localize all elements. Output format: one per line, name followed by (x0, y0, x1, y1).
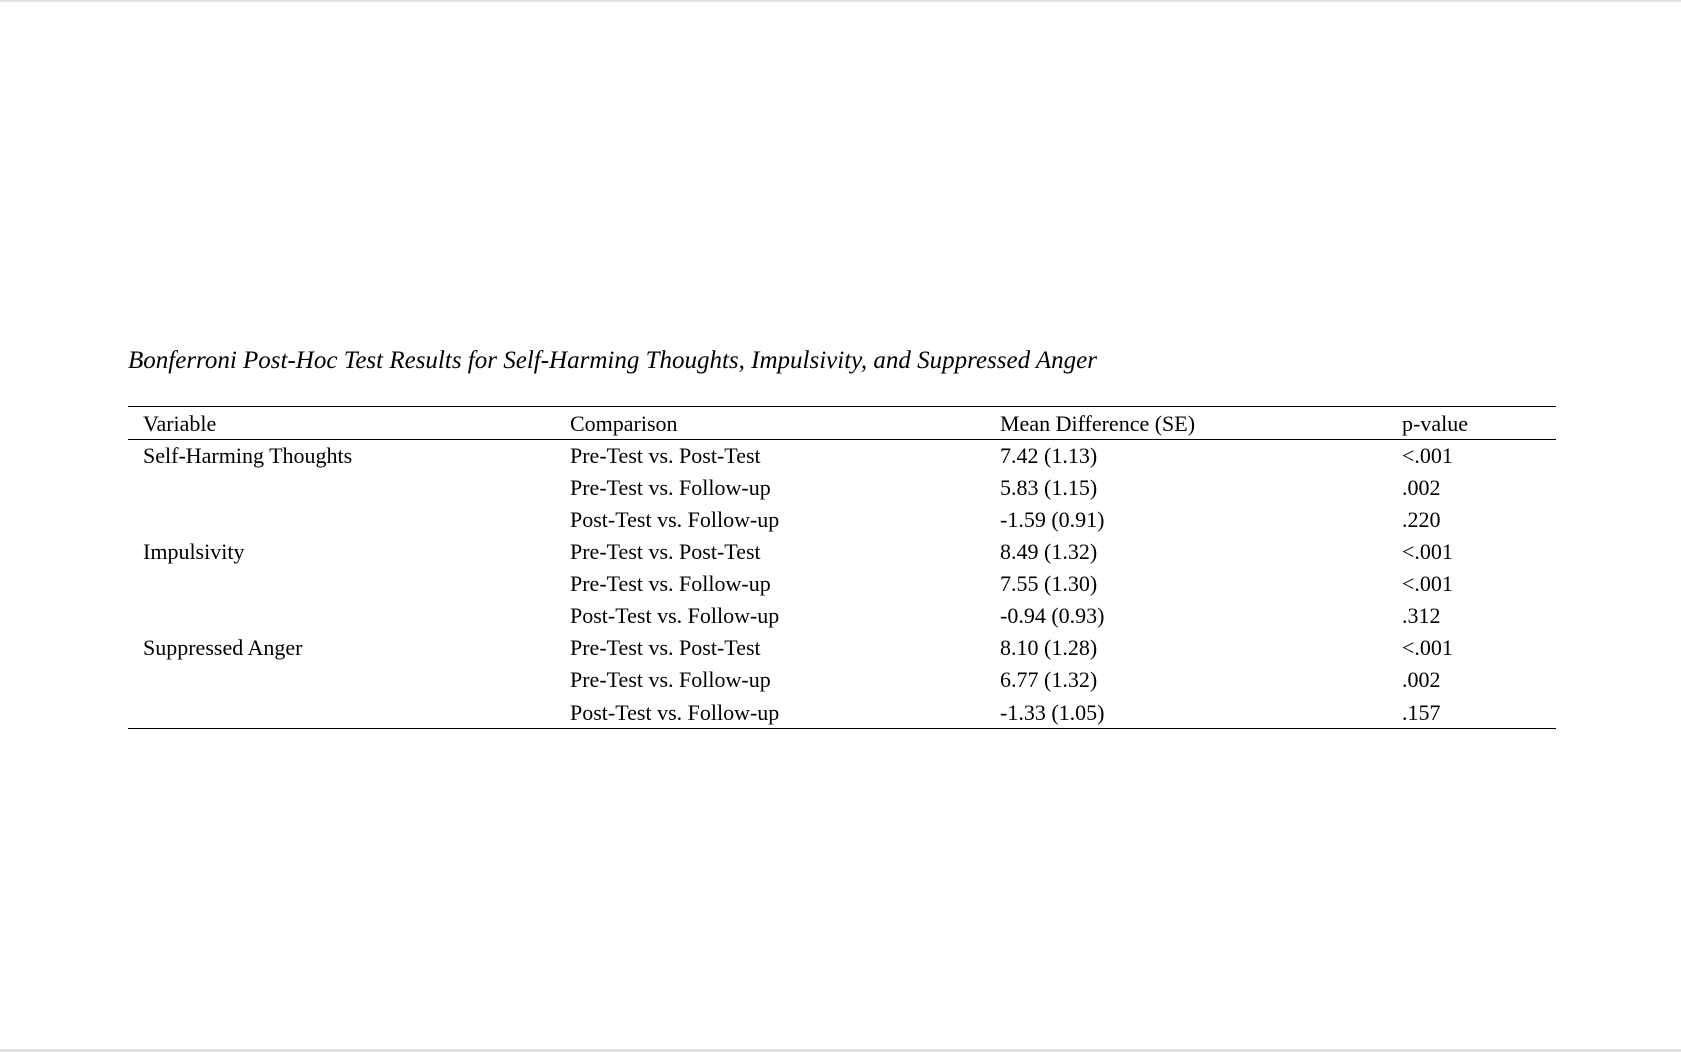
cell-mean-difference: -1.33 (1.05) (1000, 700, 1105, 725)
cell-p-value: .157 (1402, 700, 1441, 725)
cell-mean-difference: 8.10 (1.28) (1000, 635, 1098, 660)
cell-comparison: Pre-Test vs. Follow-up (570, 571, 771, 596)
cell-mean-difference: 7.42 (1.13) (1000, 443, 1098, 468)
cell-p-value: .002 (1402, 667, 1441, 692)
cell-mean-difference: -0.94 (0.93) (1000, 603, 1105, 628)
cell-variable (128, 664, 555, 696)
cell-variable (128, 600, 555, 632)
table-row (128, 440, 1556, 473)
table-row (128, 536, 1556, 568)
table-row (128, 472, 1556, 504)
table-header-row (128, 407, 1556, 440)
cell-mean-difference: 8.49 (1.32) (1000, 539, 1098, 564)
table-title: Bonferroni Post-Hoc Test Results for Self-Harming Thoughts, Impulsivity, and Suppressed Anger (128, 347, 1097, 374)
cell-comparison: Pre-Test vs. Post-Test (570, 539, 761, 564)
cell-p-value: .002 (1402, 475, 1441, 500)
cell-comparison: Post-Test vs. Follow-up (570, 603, 780, 628)
header-comparison: Comparison (570, 411, 678, 436)
cell-p-value: <.001 (1402, 571, 1453, 596)
cell-comparison: Pre-Test vs. Post-Test (570, 635, 761, 660)
header-mean-difference: Mean Difference (SE) (1000, 411, 1196, 436)
cell-comparison: Pre-Test vs. Post-Test (570, 443, 761, 468)
table-row (128, 632, 1556, 664)
cell-comparison: Post-Test vs. Follow-up (570, 700, 780, 725)
cell-p-value: .312 (1402, 603, 1441, 628)
cell-variable (128, 472, 555, 504)
table-row (128, 600, 1556, 632)
cell-comparison: Pre-Test vs. Follow-up (570, 475, 771, 500)
cell-p-value: .220 (1402, 507, 1441, 532)
cell-p-value: <.001 (1402, 539, 1453, 564)
page-top-edge (0, 0, 1681, 3)
table-row (128, 504, 1556, 536)
cell-variable (128, 504, 555, 536)
cell-mean-difference: 5.83 (1.15) (1000, 475, 1098, 500)
header-p-value: p-value (1402, 411, 1468, 436)
cell-comparison: Pre-Test vs. Follow-up (570, 667, 771, 692)
results-table (128, 406, 1556, 729)
header-variable: Variable (143, 411, 217, 436)
cell-comparison: Post-Test vs. Follow-up (570, 507, 780, 532)
table-row (128, 664, 1556, 696)
cell-variable (128, 696, 555, 729)
table-row (128, 568, 1556, 600)
cell-mean-difference: 6.77 (1.32) (1000, 667, 1098, 692)
cell-p-value: <.001 (1402, 443, 1453, 468)
cell-mean-difference: 7.55 (1.30) (1000, 571, 1098, 596)
cell-variable: Suppressed Anger (143, 635, 303, 660)
cell-variable: Self-Harming Thoughts (143, 443, 353, 468)
cell-variable: Impulsivity (143, 539, 245, 564)
cell-mean-difference: -1.59 (0.91) (1000, 507, 1105, 532)
table-body (128, 440, 1556, 729)
cell-p-value: <.001 (1402, 635, 1453, 660)
cell-variable (128, 568, 555, 600)
table-row (128, 696, 1556, 729)
